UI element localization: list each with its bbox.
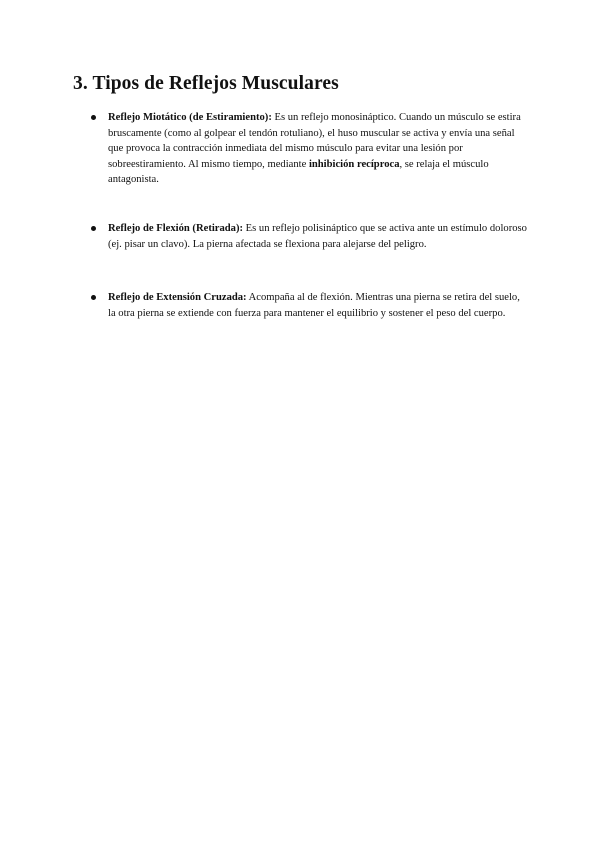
list-item-paragraph [108,290,528,321]
list-item-myotatic-reflex [108,110,528,188]
bullet-icon [91,226,96,231]
bullet-icon [91,115,96,120]
list-item-crossed-extension-reflex [108,290,528,321]
bullet-icon [91,295,96,300]
item-emphasis: inhibición recíproca [308,158,400,170]
item-term: Reflejo de Flexión (Retirada): [108,223,244,234]
item-text: Es un reflejo polisináptico que se activa ante un estímulo doloroso (ej. pisar un clavo). La pierna afectada se flexiona para alejarse del peligro. [108,223,527,250]
item-text-end: , se relaja el músculo antagonista. [108,158,489,185]
item-term: Reflejo de Extensión Cruzada: [108,292,247,303]
section-heading: 3. Tipos de Reflejos Musculares [73,73,339,94]
list-item-paragraph [108,110,528,188]
item-text: Acompaña al de flexión. Mientras una pierna se retira del suelo, la otra pierna se extiende con fuerza para mantener el equilibrio y sostener el peso del cuerpo. [108,292,520,319]
item-text: Es un reflejo monosináptico. Cuando un músculo se estira bruscamente (como al golpear el tendón rotuliano), el huso muscular se activa y envía una señal que provoca la contracción inmediata del mismo músculo para evitar una lesión por sobreestiramiento. Al mismo tiempo, mediante [108,112,521,170]
item-term: Reflejo Miotático (de Estiramiento): [108,112,272,123]
list-item-flexion-reflex [108,221,528,252]
list-item-paragraph [108,221,528,252]
